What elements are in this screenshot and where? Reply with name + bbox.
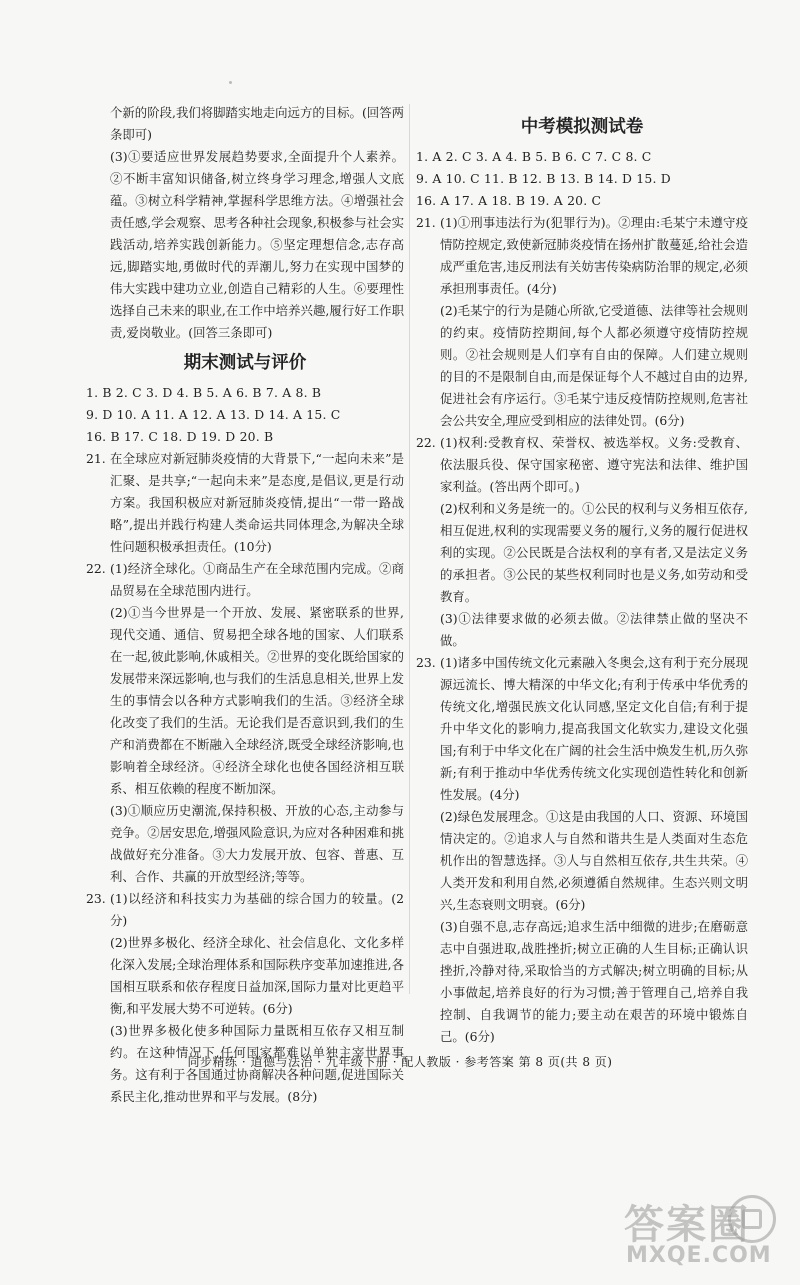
answer-text: (1)经济全球化。①商品生产在全球范围内完成。②商品贸易在全球范围内进行。 [110, 561, 404, 598]
left-column [86, 102, 404, 1108]
question-number: 22. [86, 561, 106, 576]
scan-speck [229, 81, 232, 84]
section-heading-mock-exam: 中考模拟测试卷 [520, 117, 644, 137]
intro-paragraph: (3)①要适应世界发展趋势要求,全面提升个人素养。②不断丰富知识储备,树立终身学习理念,增强人文底蕴。③树立科学精神,掌握科学思维方法。④增强社会责任感,学会观察、思考各种社会现象,积极参与社会实践活动,培养实践创新能力。⑤坚定理想信念,志存高远,脚踏实地,勇做时代的弄潮儿,努力在实现中国梦的伟大实践中建功立业,创造自己精彩的人生。⑥要理性选择自己未来的职业,在工作中培养兴趣,履行好工作职责,爱岗敬业。(回答三条即可) [110, 149, 404, 340]
question-number: 21. [416, 215, 436, 230]
watermark-badge-icon [728, 1195, 776, 1243]
choice-answer-row: 16. B 17. C 18. D 19. D 20. B [86, 429, 274, 444]
section-heading-final-test: 期末测试与评价 [183, 353, 307, 373]
choice-answers [86, 382, 404, 448]
watermark-logo: 答案圈 [624, 1202, 750, 1248]
answer-text: (3)世界多极化使多种国际力量既相互依存又相互制约。在这种情况下,任何国家都难以单独主宰世界事务。这有利于各国通过协商解决各种问题,促进国际关系民主化,推动世界和平与发展。(8分) [110, 1023, 404, 1104]
choice-answer-row: 1. B 2. C 3. D 4. B 5. A 6. B 7. A 8. B [86, 385, 322, 400]
watermark-url: MXQE.COM [626, 1243, 772, 1268]
answer-text: (2)绿色发展理念。①这是由我国的人口、资源、环境国情决定的。②追求人与自然和谐共生是人类面对生态危机作出的智慧选择。③人与自然相互依存,共生共荣。④人类开发和利用自然,必须遵循自然规律。生态兴则文明兴,生态衰则文明衰。(6分) [440, 809, 748, 912]
answer-text: (3)自强不息,志存高远;追求生活中细微的进步;在磨砺意志中自强进取,战胜挫折;树立正确的人生目标;正确认识挫折,冷静对待,采取恰当的方式解决;树立明确的目标;从小事做起,培养良好的行为习惯;善于管理自己,培养自我控制、自我调节的能力;要主动在艰苦的环境中锻炼自己。(6分) [440, 919, 748, 1044]
watermark [616, 1193, 776, 1273]
answer-text: 在全球应对新冠肺炎疫情的大背景下,“一起向未来”是汇聚、是共享;“一起向未来”是态度,是倡议,更是行动方案。我国积极应对新冠肺炎疫情,提出“一带一路战略”,提出并践行构建人类命运共同体理念,为解决全球性问题积极承担责任。(10分) [110, 451, 404, 554]
answer-text: (1)①刑事违法行为(犯罪行为)。②理由:毛某宁未遵守疫情防控规定,致使新冠肺炎疫情在扬州扩散蔓延,给社会造成严重危害,违反刑法有关妨害传染病防治罪的规定,必须承担刑事责任。(4分) [440, 215, 748, 296]
question-answer-22 [86, 558, 404, 888]
answer-text: (1)权利:受教育权、荣誉权、被选举权。义务:受教育、依法服兵役、保守国家秘密、遵守宪法和法律、维护国家利益。(答出两个即可。) [440, 435, 748, 494]
answer-text: (2)世界多极化、经济全球化、社会信息化、文化多样化深入发展;全球治理体系和国际秩序变革加速推进,各国相互联系和依存程度日益加深,国际力量对比更趋平衡,和平发展大势不可逆转。(6分) [110, 935, 404, 1016]
question-number: 21. [86, 451, 106, 466]
answer-text: (2)权利和义务是统一的。①公民的权利与义务相互依存,相互促进,权利的实现需要义务的履行,义务的履行促进权利的实现。②公民既是合法权利的享有者,又是法定义务的承担者。③公民的某些权利同时也是义务,如劳动和受教育。 [440, 501, 748, 604]
answer-text: (2)①当今世界是一个开放、发展、紧密联系的世界,现代交通、通信、贸易把全球各地的国家、人们联系在一起,彼此影响,休戚相关。②世界的变化既给国家的发展带来深远影响,也与我们的生活息息相关,世界上发生的事情会以各种方式影响我们的生活。③经济全球化改变了我们的生活。无论我们是否意识到,我们的生产和消费都在不断融入全球经济,既受全球经济影响,也影响着全球经济。④经济全球化也使各国经济相互联系、相互依赖的程度不断加深。 [110, 605, 404, 796]
choice-answer-row: 9. A 10. C 11. B 12. B 13. B 14. D 15. D [416, 171, 671, 186]
question-answer-23 [86, 888, 404, 1108]
right-column [416, 102, 748, 1048]
choice-answer-row: 1. A 2. C 3. A 4. B 5. B 6. C 7. C 8. C [416, 149, 652, 164]
question-answer-21 [416, 212, 748, 432]
question-number: 23. [86, 891, 106, 906]
question-answer-23 [416, 652, 748, 1048]
choice-answer-row: 16. A 17. A 18. B 19. A 20. C [416, 193, 602, 208]
answer-text: (2)毛某宁的行为是随心所欲,它受道德、法律等社会规则的约束。疫情防控期间,每个人都必须遵守疫情防控规则。②社会规则是人们享有自由的保障。人们建立规则的目的不是限制自由,而是保证每个人不越过自由的边界,促进社会有序运行。③毛某宁违反疫情防控规则,危害社会公共安全,理应受到相应的法律处罚。(6分) [440, 303, 748, 428]
column-divider [409, 104, 410, 994]
answer-text: (1)以经济和科技实力为基础的综合国力的较量。(2分) [110, 891, 404, 928]
page-footer: 同步精练 · 道德与法治 · 九年级下册 · 配人教版 · 参考答案 第 8 页(共 8 页) [187, 1055, 613, 1069]
answer-text: (3)①法律要求做的必须去做。②法律禁止做的坚决不做。 [440, 611, 748, 648]
question-answer-21 [86, 448, 404, 558]
choice-answers [416, 146, 748, 212]
intro-paragraph: 个新的阶段,我们将脚踏实地走向远方的目标。(回答两条即可) [110, 105, 404, 142]
question-number: 23. [416, 655, 436, 670]
answer-text: (1)诸多中国传统文化元素融入冬奥会,这有利于充分展现源远流长、博大精深的中华文化;有利于传承中华优秀的传统文化,增强民族文化认同感,坚定文化自信;有利于提升中华文化的影响力,提高我国文化软实力,建设文化强国;有利于中华文化在广阔的社会生活中焕发生机,历久弥新;有利于推动中华优秀传统文化实现创造性转化和创新性发展。(4分) [440, 655, 748, 802]
choice-answer-row: 9. D 10. A 11. A 12. A 13. D 14. A 15. C [86, 407, 341, 422]
answer-text: (3)①顺应历史潮流,保持积极、开放的心态,主动参与竞争。②居安思危,增强风险意识,为应对各种困难和挑战做好充分准备。③大力发展开放、包容、普惠、互利、合作、共赢的开放型经济;等等。 [110, 803, 404, 884]
question-number: 22. [416, 435, 436, 450]
question-answer-22 [416, 432, 748, 652]
